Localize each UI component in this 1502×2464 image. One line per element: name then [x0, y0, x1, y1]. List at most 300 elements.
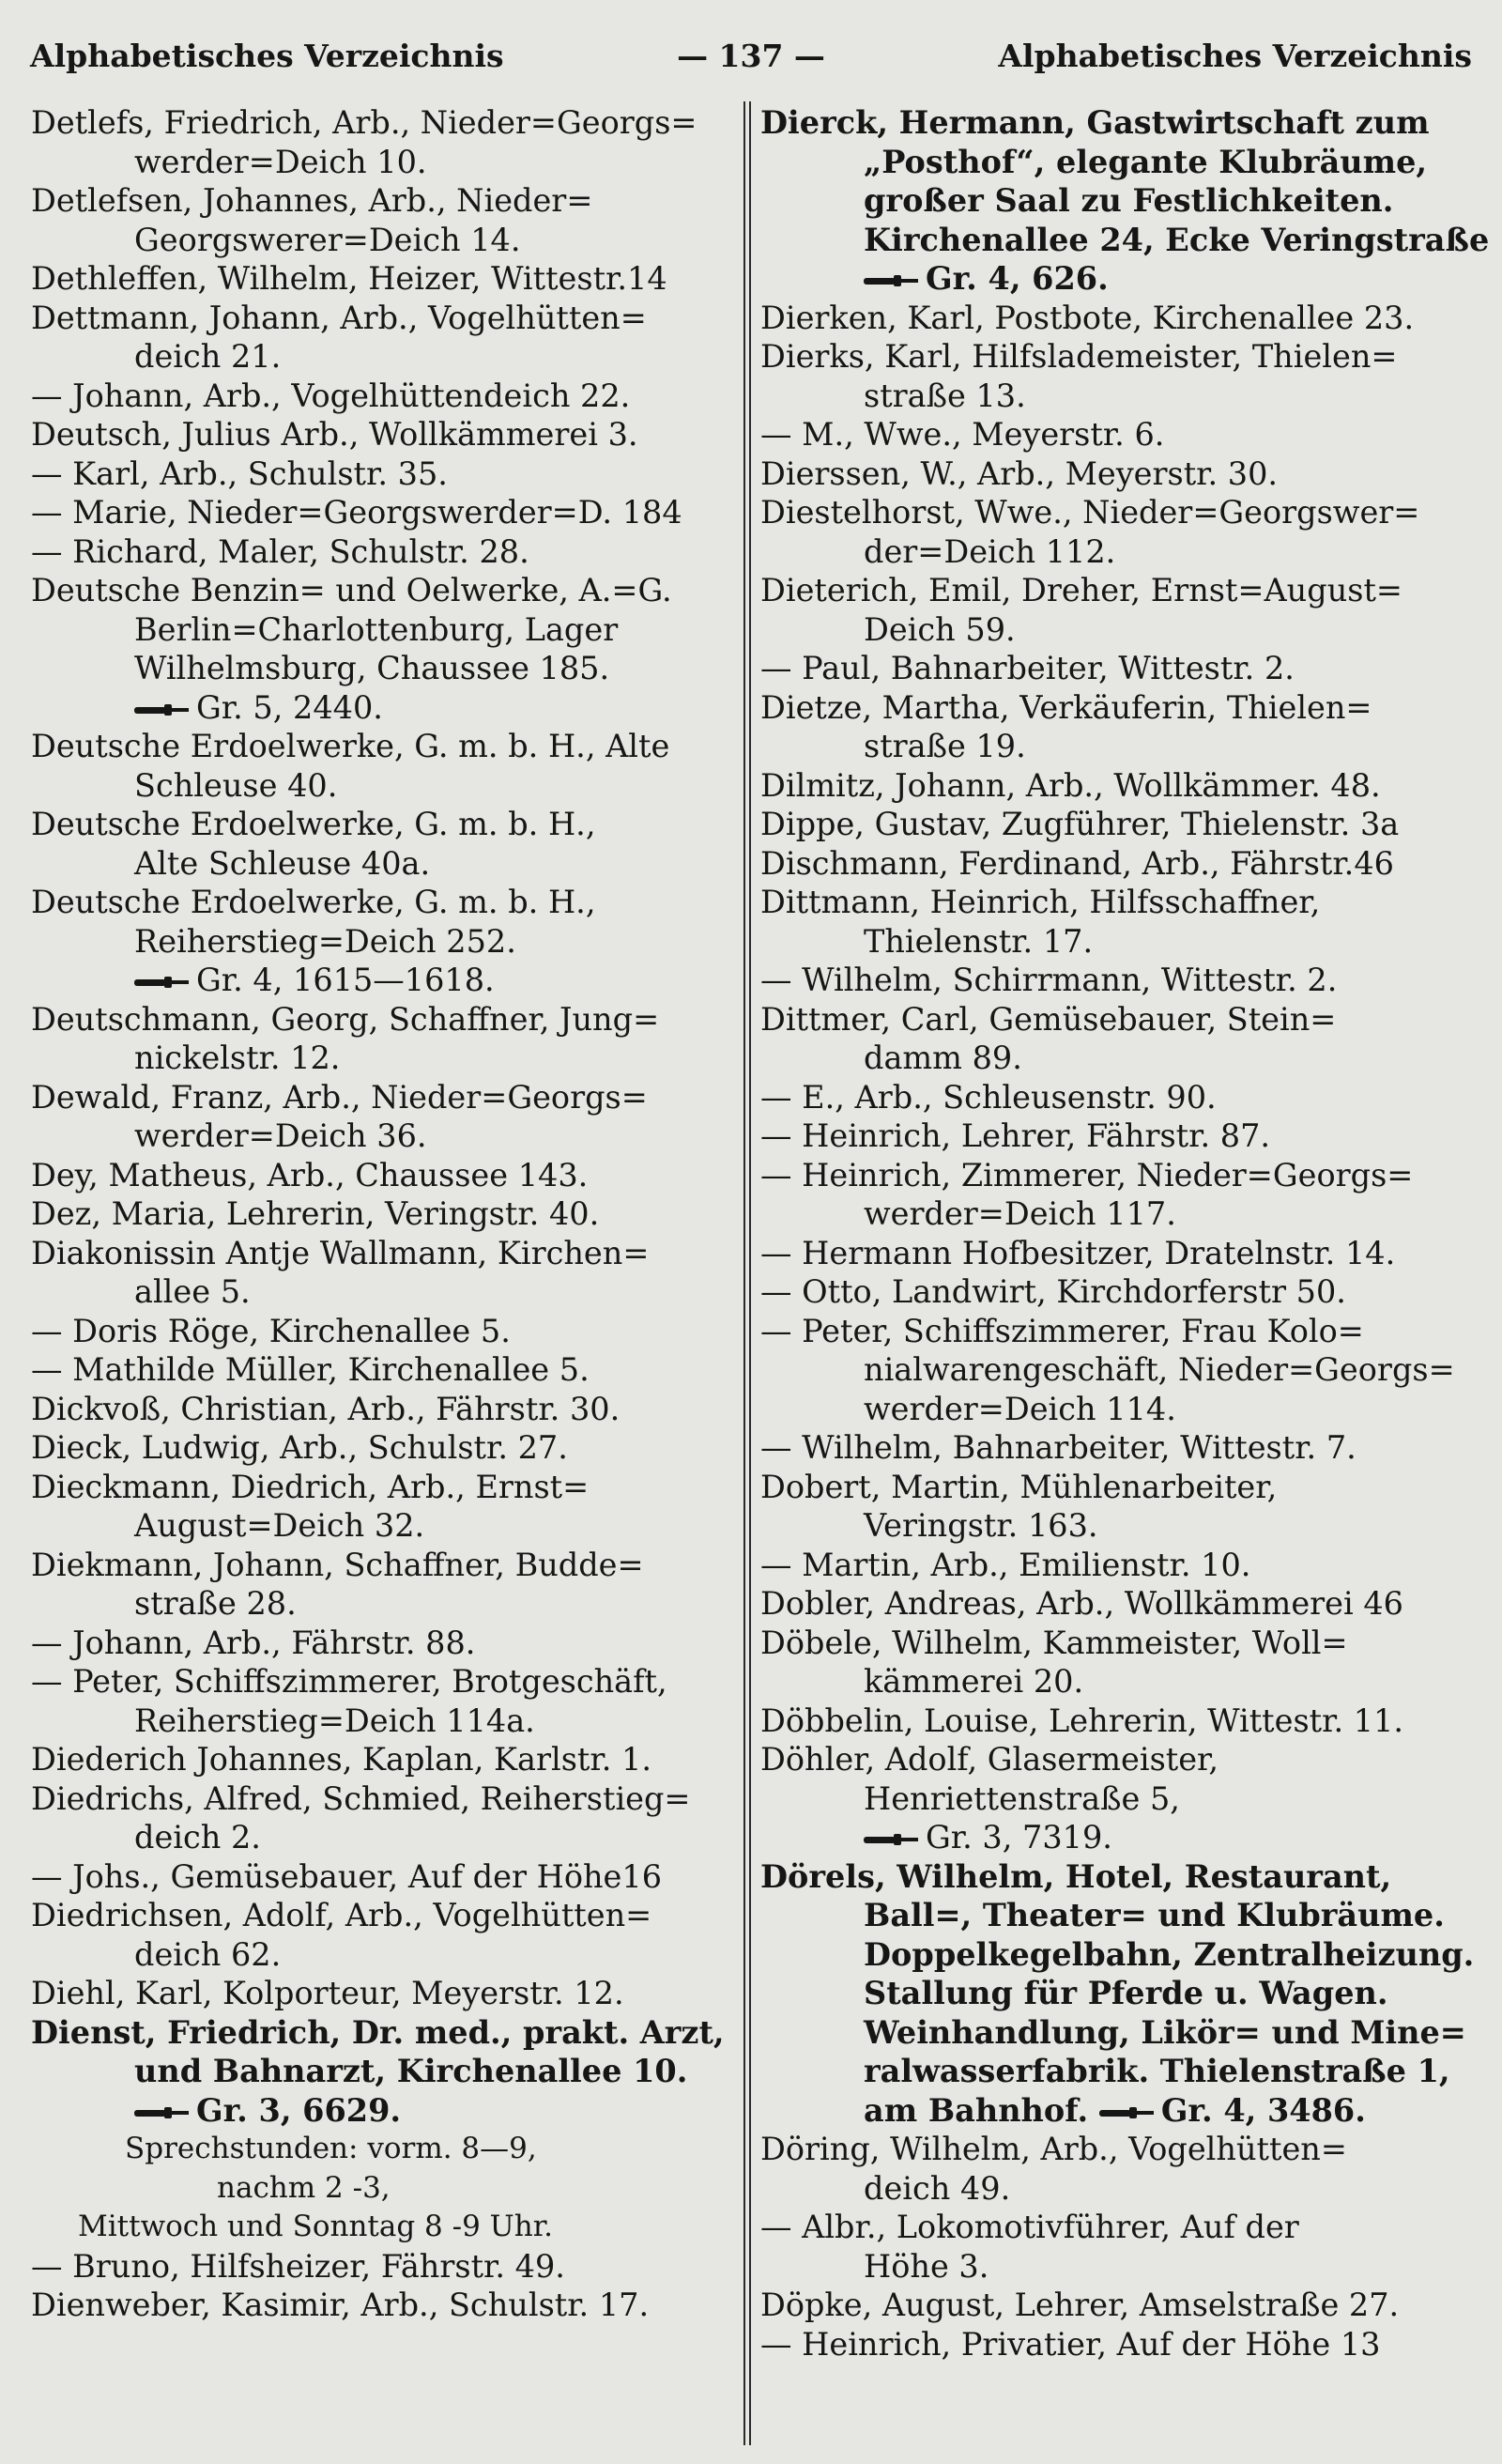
- entry-continuation: [31, 143, 733, 182]
- entry-text: — Johann, Arb., Fährstr. 88.: [31, 1624, 476, 1661]
- entry-continuation: [31, 1506, 733, 1546]
- column-rule: [743, 101, 745, 2445]
- entry-text: Döpke, August, Lehrer, Amselstraße 27.: [760, 2287, 1400, 2323]
- directory-entry: [31, 1779, 733, 1857]
- directory-entry: [760, 493, 1474, 571]
- entry-line: [760, 649, 1474, 688]
- entry-text: — Heinrich, Zimmerer, Nieder=Georgs=: [760, 1156, 1414, 1194]
- directory-entry: [760, 1156, 1474, 1234]
- entry-text: — Hermann Hofbesitzer, Dratelnstr. 14.: [760, 1234, 1396, 1271]
- entry-text: Dierck, Hermann, Gastwirtschaft zum: [760, 104, 1430, 141]
- entry-continuation: [760, 1039, 1474, 1078]
- entry-text: — Paul, Bahnarbeiter, Wittestr. 2.: [760, 650, 1295, 686]
- entry-text: der=Deich 112.: [864, 532, 1116, 570]
- entry-text: — Martin, Arb., Emilienstr. 10.: [760, 1546, 1251, 1583]
- entry-line: [31, 299, 733, 338]
- entry-line: [31, 259, 733, 299]
- entry-text: Döbele, Wilhelm, Kammeister, Woll=: [760, 1624, 1348, 1661]
- entry-text: Weinhandlung, Likör= und Mine=: [864, 2013, 1466, 2051]
- directory-entry: [760, 454, 1474, 494]
- directory-entry: [31, 1662, 733, 1740]
- entry-line: [760, 2208, 1474, 2247]
- entry-text: Doppelkegelbahn, Zentralheizung.: [864, 1935, 1475, 1973]
- directory-entry: [31, 883, 733, 1000]
- entry-text: Dietze, Martha, Verkäuferin, Thielen=: [760, 688, 1372, 726]
- entry-line: [31, 1662, 733, 1702]
- directory-entry: [31, 2286, 733, 2325]
- directory-entry: [31, 1194, 733, 1234]
- directory-entry: [31, 805, 733, 883]
- entry-line: [760, 1078, 1474, 1117]
- entry-line: [760, 1546, 1474, 1585]
- entry-text: — Albr., Lokomotivführer, Auf der: [760, 2209, 1299, 2245]
- entry-line: [760, 1116, 1474, 1156]
- entry-text: Detlefsen, Johannes, Arb., Nieder=: [31, 182, 593, 219]
- entry-continuation: [760, 1935, 1474, 1975]
- entry-continuation: [760, 1350, 1474, 1390]
- entry-line: [760, 1584, 1474, 1624]
- entry-text: Deutsch, Julius Arb., Wollkämmerei 3.: [31, 416, 638, 453]
- entry-text: Dez, Maria, Lehrerin, Veringstr. 40.: [31, 1195, 600, 1232]
- entry-text: Gr. 4, 1615—1618.: [196, 962, 495, 998]
- entry-line: [31, 454, 733, 494]
- entry-line: [31, 1194, 733, 1234]
- entry-continuation: [760, 259, 1474, 299]
- entry-text: deich 49.: [864, 2169, 1011, 2207]
- directory-entry: [760, 571, 1474, 649]
- entry-text: Dörels, Wilhelm, Hotel, Restaurant,: [760, 1857, 1392, 1895]
- entry-line: [31, 181, 733, 221]
- directory-entry: [31, 571, 733, 727]
- directory-entry: [760, 337, 1474, 415]
- entry-text: — Wilhelm, Bahnarbeiter, Wittestr. 7.: [760, 1429, 1356, 1466]
- entry-continuation: [760, 2091, 1474, 2131]
- entry-text: deich 62.: [134, 1935, 282, 1973]
- entry-text: — Wilhelm, Schirrmann, Wittestr. 2.: [760, 962, 1338, 998]
- entry-line: [31, 415, 733, 454]
- entry-line: [760, 961, 1474, 1000]
- entry-continuation: [31, 610, 733, 650]
- entry-continuation: [31, 649, 733, 688]
- entry-line: [31, 377, 733, 416]
- directory-entry: [31, 299, 733, 377]
- entry-text: Dettmann, Johann, Arb., Vogelhütten=: [31, 299, 647, 336]
- entry-text: Diakonissin Antje Wallmann, Kirchen=: [31, 1234, 650, 1271]
- entry-text: straße 19.: [864, 728, 1026, 764]
- entry-line: [760, 1312, 1474, 1351]
- entry-text: Dilmitz, Johann, Arb., Wollkämmer. 48.: [760, 766, 1381, 804]
- entry-text: Berlin=Charlottenburg, Lager: [134, 610, 619, 648]
- directory-entry: [760, 415, 1474, 454]
- directory-entry: [31, 1350, 733, 1390]
- entry-text: straße 13.: [864, 377, 1026, 414]
- entry-text: Dieckmann, Diedrich, Arb., Ernst=: [31, 1468, 590, 1505]
- entry-text: — Johs., Gemüsebauer, Auf der Höhe16: [31, 1857, 663, 1895]
- entry-text: — Peter, Schiffszimmerer, Brotgeschäft,: [31, 1663, 667, 1700]
- entry-text: Deich 59.: [864, 610, 1016, 648]
- entry-text: Döhler, Adolf, Glasermeister,: [760, 1741, 1219, 1778]
- directory-entry: [760, 1234, 1474, 1273]
- entry-line: [760, 2130, 1474, 2169]
- directory-entry: [31, 1546, 733, 1624]
- entry-line: [31, 1779, 733, 1819]
- entry-text: allee 5.: [134, 1273, 251, 1310]
- entry-text: Döbbelin, Louise, Lehrerin, Wittestr. 11.: [760, 1702, 1404, 1739]
- entry-text: Dierken, Karl, Postbote, Kirchenallee 23.: [760, 299, 1415, 336]
- entry-continuation: [760, 2052, 1474, 2091]
- entry-text: Detlefs, Friedrich, Arb., Nieder=Georgs=: [31, 104, 697, 141]
- column-rule: [749, 101, 751, 2445]
- entry-text: am Bahnhof.: [864, 2091, 1089, 2129]
- entry-line: [31, 1350, 733, 1390]
- entry-text: deich 21.: [134, 338, 282, 375]
- entry-text: werder=Deich 36.: [134, 1117, 427, 1154]
- left-column: [31, 103, 733, 2325]
- entry-text: Gr. 4, 3486.: [1160, 2091, 1366, 2129]
- entry-text: — Peter, Schiffszimmerer, Frau Kolo=: [760, 1312, 1364, 1349]
- entry-continuation: [31, 1702, 733, 1741]
- entry-line: [760, 1234, 1474, 1273]
- entry-text: Wilhelmsburg, Chaussee 185.: [134, 650, 610, 686]
- entry-continuation: [760, 181, 1474, 221]
- entry-text: Dey, Matheus, Arb., Chaussee 143.: [31, 1156, 589, 1194]
- directory-entry: [31, 1624, 733, 1663]
- entry-text: damm 89.: [864, 1040, 1022, 1076]
- entry-line: [760, 299, 1474, 338]
- entry-text: werder=Deich 117.: [864, 1195, 1176, 1232]
- directory-entry: [760, 1624, 1474, 1702]
- entry-text: nachm 2 -3,: [217, 2170, 391, 2205]
- entry-line: [760, 1428, 1474, 1468]
- entry-line: [760, 1624, 1474, 1663]
- directory-entry: [760, 2208, 1474, 2286]
- entry-line: [760, 571, 1474, 610]
- entry-text: Dickvoß, Christian, Arb., Fährstr. 30.: [31, 1390, 621, 1427]
- entry-line: [760, 1156, 1474, 1195]
- directory-entry: [760, 1000, 1474, 1078]
- directory-entry: [31, 377, 733, 416]
- directory-entry: [760, 1468, 1474, 1546]
- entry-text: „Posthof“, elegante Klubräume,: [864, 143, 1428, 180]
- entry-text: Stallung für Pferde u. Wagen.: [864, 1975, 1388, 2011]
- entry-text: — Bruno, Hilfsheizer, Fährstr. 49.: [31, 2247, 565, 2285]
- entry-continuation: [31, 1116, 733, 1156]
- entry-text: Deutsche Erdoelwerke, G. m. b. H.,: [31, 884, 596, 920]
- entry-text: Gr. 4, 626.: [926, 260, 1109, 297]
- entry-text: Dienst, Friedrich, Dr. med., prakt. Arzt,: [31, 2013, 725, 2051]
- directory-entry: [31, 259, 733, 299]
- entry-continuation: [31, 1935, 733, 1975]
- entry-continuation: [760, 1818, 1474, 1857]
- entry-line: [760, 337, 1474, 377]
- entry-line: [31, 2247, 733, 2287]
- entry-line: [31, 1428, 733, 1468]
- entry-line: [31, 2130, 733, 2169]
- telephone-icon: [864, 273, 918, 288]
- directory-entry: [31, 1974, 733, 2013]
- entry-text: großer Saal zu Festlichkeiten.: [864, 182, 1394, 219]
- entry-text: Sprechstunden: vorm. 8—9,: [125, 2132, 537, 2165]
- entry-line: [31, 1234, 733, 1273]
- directory-entry: [760, 299, 1474, 338]
- entry-line: [31, 1896, 733, 1935]
- entry-text: Dienweber, Kasimir, Arb., Schulstr. 17.: [31, 2287, 650, 2323]
- directory-entry: [760, 1116, 1474, 1156]
- entry-text: Gr. 3, 6629.: [196, 2091, 402, 2129]
- entry-line: [760, 1702, 1474, 1741]
- entry-line: [31, 1156, 733, 1195]
- entry-text: Reiherstieg=Deich 252.: [134, 922, 516, 960]
- entry-text: und Bahnarzt, Kirchenallee 10.: [134, 2053, 688, 2089]
- directory-entry: [760, 649, 1474, 688]
- entry-line: [760, 103, 1474, 143]
- entry-text: Deutsche Benzin= und Oelwerke, A.=G.: [31, 572, 672, 608]
- directory-entry: [31, 454, 733, 494]
- entry-text: — Doris Röge, Kirchenallee 5.: [31, 1312, 511, 1349]
- entry-text: Dobert, Martin, Mühlenarbeiter,: [760, 1468, 1278, 1505]
- directory-entry: [31, 727, 733, 805]
- directory-entry: [31, 2013, 733, 2131]
- entry-continuation: [760, 143, 1474, 182]
- entry-line: [760, 1857, 1474, 1897]
- entry-continuation: [760, 2013, 1474, 2053]
- entry-line: [760, 454, 1474, 494]
- entry-continuation: [31, 1818, 733, 1857]
- directory-entry: [760, 844, 1474, 884]
- entry-text: Deutsche Erdoelwerke, G. m. b. H.,: [31, 806, 596, 842]
- directory-entry: [31, 1000, 733, 1078]
- entry-text: Dischmann, Ferdinand, Arb., Fährstr.46: [760, 844, 1394, 882]
- entry-text: Dobler, Andreas, Arb., Wollkämmerei 46: [760, 1585, 1403, 1622]
- entry-line: [760, 493, 1474, 532]
- entry-continuation: [31, 2052, 733, 2091]
- entry-continuation: [760, 1390, 1474, 1429]
- entry-continuation: [31, 961, 733, 1000]
- entry-text: Ball=, Theater= und Klubräume.: [864, 1897, 1445, 1933]
- entry-text: Deutschmann, Georg, Schaffner, Jung=: [31, 1000, 660, 1038]
- entry-text: Diehl, Karl, Kolporteur, Meyerstr. 12.: [31, 1975, 624, 2011]
- entry-line: [31, 1390, 733, 1429]
- page-header: [30, 38, 1472, 90]
- entry-line: [31, 532, 733, 572]
- telephone-icon: [864, 1832, 918, 1847]
- entry-continuation: [31, 844, 733, 884]
- directory-entry: [31, 1312, 733, 1351]
- entry-text: straße 28.: [134, 1585, 297, 1622]
- entry-continuation: [760, 1506, 1474, 1546]
- entry-line: [760, 2286, 1474, 2325]
- directory-entry: [31, 415, 733, 454]
- entry-text: nickelstr. 12.: [134, 1040, 341, 1076]
- entry-text: Döring, Wilhelm, Arb., Vogelhütten=: [760, 2131, 1347, 2167]
- directory-entry: [31, 1156, 733, 1195]
- telephone-icon: [134, 975, 189, 990]
- entry-text: Georgswerer=Deich 14.: [134, 221, 521, 258]
- entry-text: Gr. 3, 7319.: [926, 1819, 1112, 1856]
- directory-entry: [760, 2130, 1474, 2208]
- entry-text: Dethleffen, Wilhelm, Heizer, Wittestr.14: [31, 260, 667, 297]
- directory-entry: [760, 1312, 1474, 1429]
- directory-entry: [31, 1896, 733, 1974]
- entry-continuation: [760, 377, 1474, 416]
- entry-line: [760, 1468, 1474, 1507]
- entry-text: kämmerei 20.: [864, 1663, 1084, 1700]
- entry-text: — Heinrich, Lehrer, Fährstr. 87.: [760, 1117, 1271, 1154]
- entry-text: nialwarengeschäft, Nieder=Georgs=: [864, 1351, 1455, 1388]
- entry-line: [31, 1078, 733, 1117]
- entry-line: [31, 2286, 733, 2325]
- directory-entry: [31, 1857, 733, 1897]
- entry-line: [31, 805, 733, 844]
- entry-continuation: [760, 1779, 1474, 1819]
- entry-text: werder=Deich 114.: [864, 1390, 1176, 1427]
- entry-continuation: [31, 688, 733, 728]
- directory-entry: [760, 766, 1474, 806]
- directory-entry: [760, 883, 1474, 961]
- directory-entry: [760, 1078, 1474, 1117]
- entry-line: [760, 883, 1474, 922]
- entry-continuation: [760, 922, 1474, 962]
- entry-line: [760, 1272, 1474, 1312]
- entry-line: [31, 727, 733, 766]
- entry-text: Höhe 3.: [864, 2247, 989, 2285]
- entry-line: [31, 1000, 733, 1040]
- entry-text: Deutsche Erdoelwerke, G. m. b. H., Alte: [31, 728, 670, 764]
- header-right-title: Alphabetisches Verzeichnis: [998, 38, 1472, 74]
- entry-line: [760, 844, 1474, 884]
- entry-continuation: [31, 766, 733, 806]
- entry-continuation: [760, 727, 1474, 766]
- entry-text: Diedrichs, Alfred, Schmied, Reiherstieg=: [31, 1779, 691, 1817]
- telephone-icon: [1099, 2105, 1154, 2120]
- entry-line: [760, 415, 1474, 454]
- directory-entry: [31, 1468, 733, 1546]
- header-left-title: Alphabetisches Verzeichnis: [30, 38, 504, 74]
- directory-entry: [760, 688, 1474, 766]
- entry-continuation: [760, 1974, 1474, 2013]
- entry-continuation: [31, 2208, 733, 2247]
- entry-text: — Otto, Landwirt, Kirchdorferstr 50.: [760, 1273, 1346, 1310]
- entry-line: [31, 1624, 733, 1663]
- entry-text: Dierssen, W., Arb., Meyerstr. 30.: [760, 454, 1279, 492]
- entry-line: [31, 493, 733, 532]
- entry-text: Diedrichsen, Adolf, Arb., Vogelhütten=: [31, 1897, 652, 1933]
- entry-text: Mittwoch und Sonntag 8 -9 Uhr.: [78, 2210, 554, 2243]
- entry-line: [760, 1000, 1474, 1040]
- directory-entry: [31, 181, 733, 259]
- entry-continuation: [31, 2091, 733, 2131]
- directory-entry: [760, 103, 1490, 299]
- entry-text: — Marie, Nieder=Georgswerder=D. 184: [31, 494, 682, 531]
- entry-continuation: [760, 221, 1490, 260]
- right-column: [760, 103, 1490, 2364]
- entry-line: [31, 1546, 733, 1585]
- entry-continuation: [31, 1584, 733, 1624]
- entry-line: [31, 1857, 733, 1897]
- directory-entry: [760, 1857, 1474, 2131]
- entry-line: [31, 571, 733, 610]
- entry-text: August=Deich 32.: [134, 1507, 425, 1544]
- directory-entry: [31, 1234, 733, 1312]
- entry-line: [760, 1740, 1474, 1779]
- entry-text: — Richard, Maler, Schulstr. 28.: [31, 532, 529, 570]
- entry-line: [760, 688, 1474, 728]
- entry-continuation: [31, 1039, 733, 1078]
- directory-entry: [31, 1428, 733, 1468]
- entry-continuation: [31, 2169, 733, 2209]
- entry-text: Dittmer, Carl, Gemüsebauer, Stein=: [760, 1000, 1337, 1038]
- entry-line: [31, 1740, 733, 1779]
- entry-line: [31, 1312, 733, 1351]
- directory-entry: [760, 805, 1474, 844]
- entry-line: [760, 766, 1474, 806]
- entry-text: Dippe, Gustav, Zugführer, Thielenstr. 3a: [760, 806, 1400, 842]
- directory-entry: [31, 493, 733, 532]
- entry-text: — E., Arb., Schleusenstr. 90.: [760, 1078, 1217, 1116]
- directory-entry: [760, 1546, 1474, 1585]
- entry-text: Dieterich, Emil, Dreher, Ernst=August=: [760, 572, 1403, 608]
- entry-line: [31, 2013, 733, 2053]
- directory-entry: [760, 2286, 1474, 2325]
- entry-line: [31, 1468, 733, 1507]
- entry-text: Alte Schleuse 40a.: [134, 844, 431, 882]
- entry-text: Dewald, Franz, Arb., Nieder=Georgs=: [31, 1078, 648, 1116]
- directory-entry: [760, 1740, 1474, 1857]
- directory-entry: [760, 1272, 1474, 1312]
- entry-text: werder=Deich 10.: [134, 143, 427, 180]
- entry-text: Dittmann, Heinrich, Hilfsschaffner,: [760, 884, 1321, 920]
- directory-entry: [760, 1584, 1474, 1624]
- entry-continuation: [760, 532, 1474, 572]
- directory-entry: [760, 1702, 1474, 1741]
- directory-entry: [760, 961, 1474, 1000]
- entry-text: Veringstr. 163.: [864, 1507, 1098, 1544]
- entry-line: [760, 805, 1474, 844]
- entry-text: Reiherstieg=Deich 114a.: [134, 1702, 535, 1739]
- entry-text: — Heinrich, Privatier, Auf der Höhe 13: [760, 2325, 1381, 2363]
- entry-text: ralwasserfabrik. Thielenstraße 1,: [864, 2053, 1450, 2089]
- entry-continuation: [31, 337, 733, 377]
- entry-line: [31, 103, 733, 143]
- entry-continuation: [760, 1896, 1474, 1935]
- entry-continuation: [760, 1662, 1474, 1702]
- entry-line: [31, 883, 733, 922]
- entry-text: — Johann, Arb., Vogelhüttendeich 22.: [31, 377, 631, 414]
- entry-text: — Mathilde Müller, Kirchenallee 5.: [31, 1351, 590, 1388]
- directory-entry: [31, 1740, 733, 1779]
- directory-entry: [31, 2130, 733, 2247]
- entry-text: Dierks, Karl, Hilfslademeister, Thielen=: [760, 338, 1398, 375]
- entry-text: Kirchenallee 24, Ecke Veringstraße: [864, 221, 1490, 258]
- entry-continuation: [760, 610, 1474, 650]
- directory-entry: [31, 103, 733, 181]
- directory-entry: [760, 1428, 1474, 1468]
- entry-continuation: [760, 2247, 1474, 2287]
- entry-continuation: [760, 2169, 1474, 2209]
- entry-text: — M., Wwe., Meyerstr. 6.: [760, 416, 1165, 453]
- telephone-icon: [134, 702, 189, 717]
- entry-line: [31, 1974, 733, 2013]
- entry-continuation: [760, 1194, 1474, 1234]
- entry-text: Thielenstr. 17.: [864, 922, 1094, 960]
- entry-text: Diestelhorst, Wwe., Nieder=Georgswer=: [760, 494, 1420, 531]
- page-number: — 137 —: [677, 38, 825, 74]
- entry-text: Dieck, Ludwig, Arb., Schulstr. 27.: [31, 1429, 568, 1466]
- telephone-icon: [134, 2105, 189, 2120]
- entry-continuation: [31, 1272, 733, 1312]
- entry-text: Schleuse 40.: [134, 766, 338, 804]
- directory-entry: [31, 532, 733, 572]
